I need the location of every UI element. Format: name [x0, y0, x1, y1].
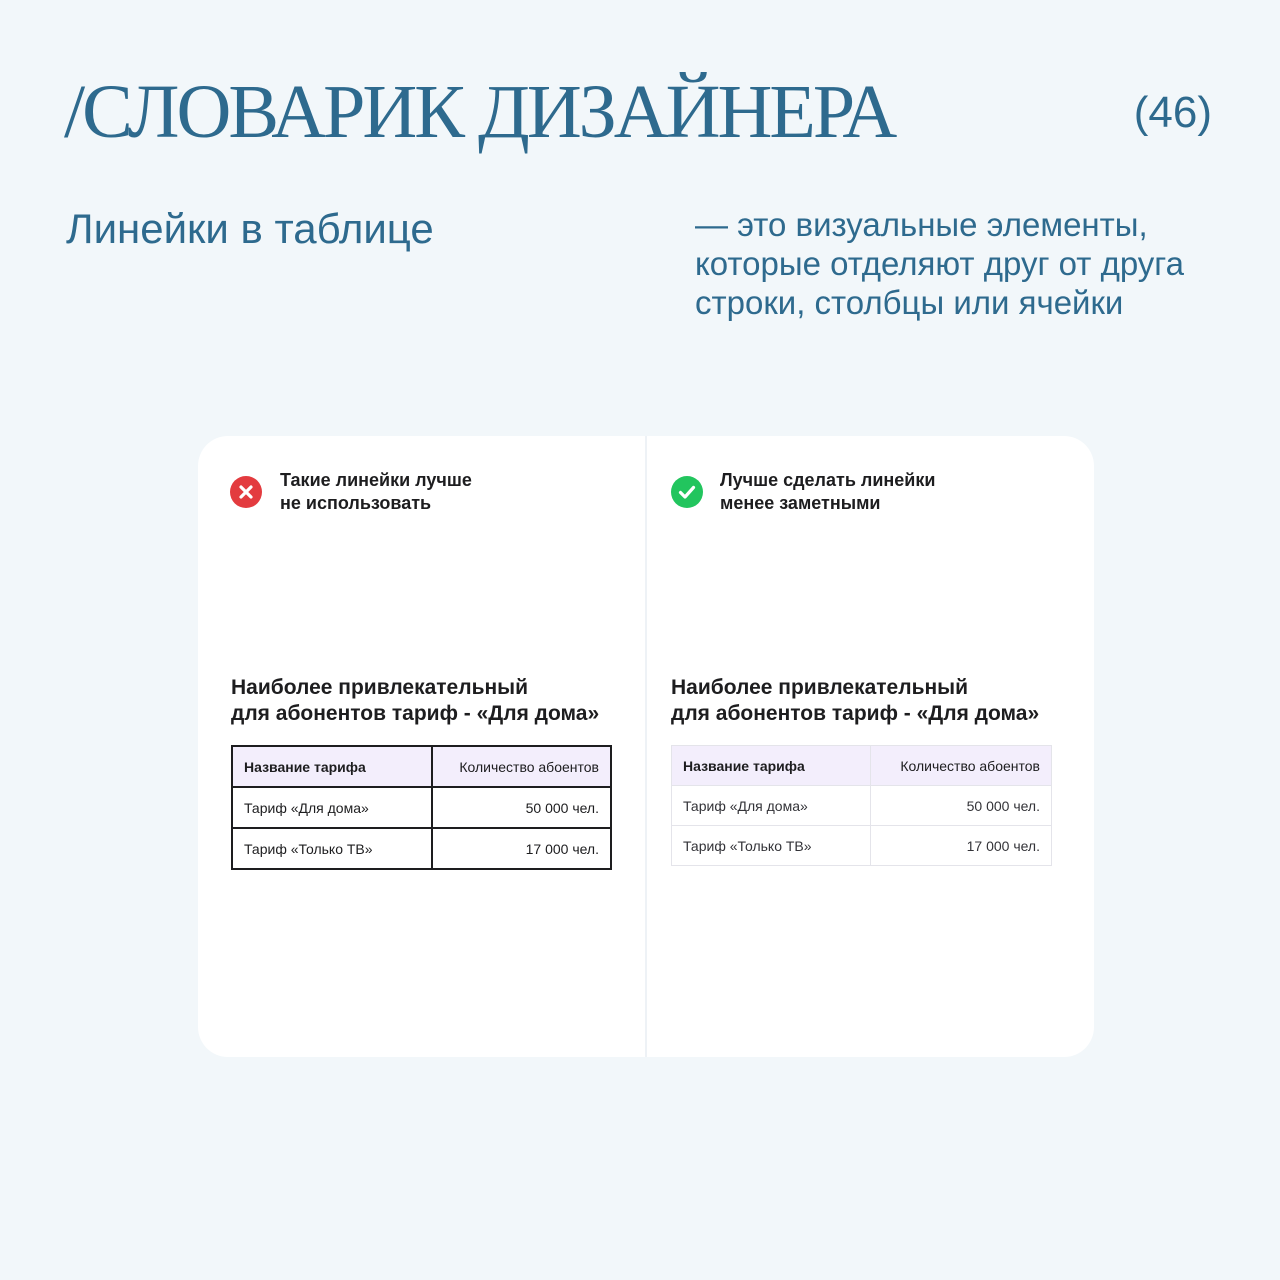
- good-example-label: [720, 469, 935, 515]
- table-cell-subscriber-count: 50 000 чел.: [871, 786, 1052, 826]
- table-cell-tariff-name: Тариф «Для дома»: [672, 786, 871, 826]
- issue-number: (46): [1133, 88, 1212, 137]
- term-definition: [695, 205, 1235, 322]
- definition-line: которые отделяют друг от друга: [695, 245, 1184, 282]
- table-cell-subscriber-count: 50 000 чел.: [432, 787, 611, 828]
- column-header-tariff-name: Название тарифа: [232, 746, 432, 787]
- table-cell-tariff-name: Тариф «Только ТВ»: [672, 826, 871, 866]
- table-cell-subscriber-count: 17 000 чел.: [432, 828, 611, 869]
- table-title-line: Наиболее привлекательный: [231, 676, 529, 699]
- table-header-row: [232, 746, 611, 787]
- label-line: не использовать: [280, 493, 432, 513]
- x-circle-icon: [230, 476, 262, 508]
- table-title-line: для абонентов тариф - «Для дома»: [671, 702, 1040, 725]
- tariff-table-light-rules: [671, 745, 1052, 866]
- table-row: [672, 786, 1052, 826]
- comparison-card: [198, 436, 1094, 1057]
- table-cell-tariff-name: Тариф «Для дома»: [232, 787, 432, 828]
- table-header-row: [672, 746, 1052, 786]
- series-title: /СЛОВАРИК ДИЗАЙНЕРА: [64, 70, 895, 154]
- column-header-subscriber-count: Количество абоентов: [432, 746, 611, 787]
- column-header-subscriber-count: Количество абоентов: [871, 746, 1052, 786]
- definition-line: — это визуальные элементы,: [695, 206, 1148, 243]
- check-circle-icon: [671, 476, 703, 508]
- label-line: менее заметными: [720, 493, 881, 513]
- term-title: Линейки в таблице: [66, 205, 434, 252]
- table-title-line: для абонентов тариф - «Для дома»: [231, 702, 600, 725]
- table-cell-subscriber-count: 17 000 чел.: [871, 826, 1052, 866]
- bad-example-panel: [198, 436, 645, 1057]
- tariff-table-heavy-rules: [231, 745, 612, 870]
- table-cell-tariff-name: Тариф «Только ТВ»: [232, 828, 432, 869]
- definition-line: строки, столбцы или ячейки: [695, 284, 1124, 321]
- bad-example-label: [280, 469, 472, 515]
- column-header-tariff-name: Название тарифа: [672, 746, 871, 786]
- table-title-line: Наиболее привлекательный: [671, 676, 969, 699]
- table-row: [232, 787, 611, 828]
- label-line: Лучше сделать линейки: [720, 470, 936, 490]
- table-row: [672, 826, 1052, 866]
- table-title: [671, 675, 1039, 727]
- label-line: Такие линейки лучше: [280, 470, 472, 490]
- table-row: [232, 828, 611, 869]
- good-example-panel: [647, 436, 1094, 1057]
- table-title: [231, 675, 599, 727]
